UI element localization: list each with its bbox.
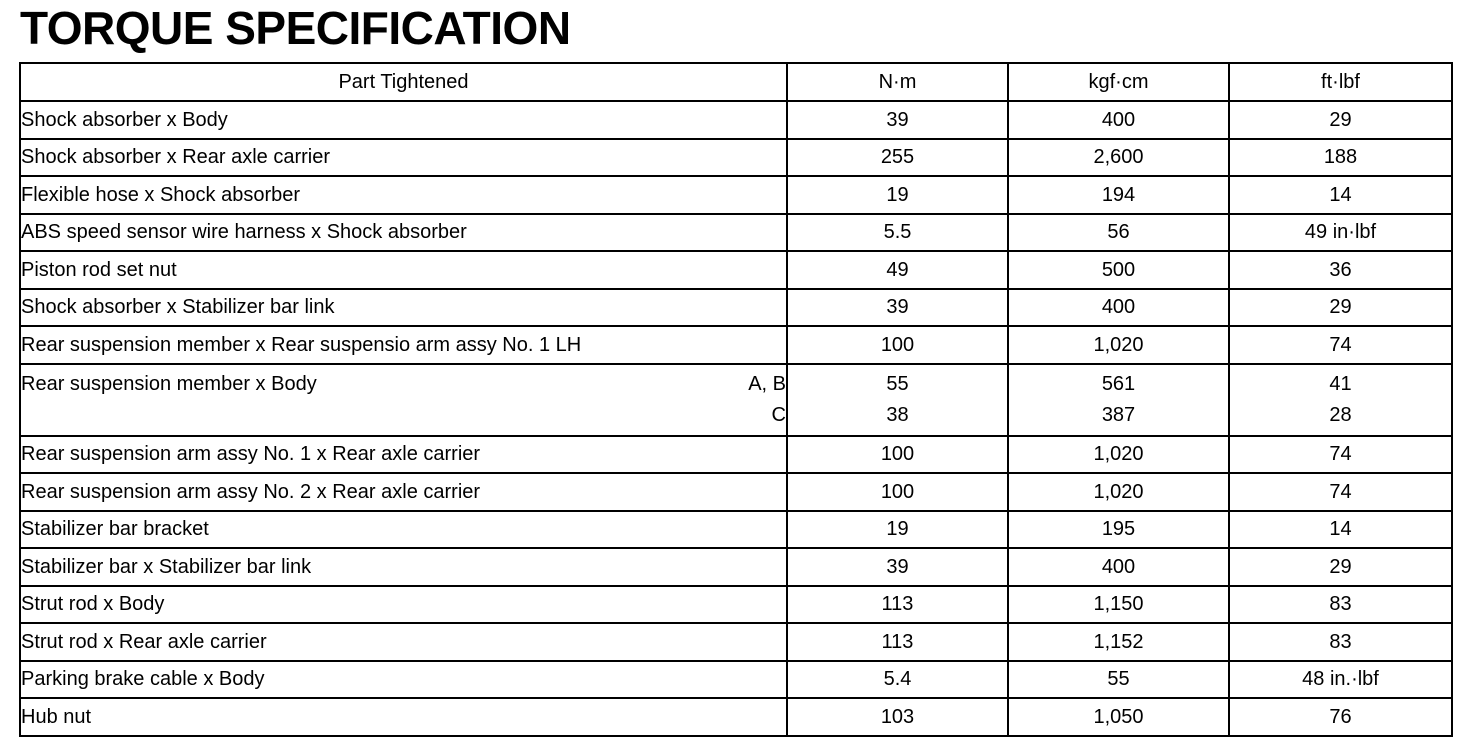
table-row <box>20 251 1452 289</box>
nm-cell: 100 <box>787 436 1008 474</box>
part-cell: Shock absorber x Stabilizer bar link <box>20 289 787 327</box>
kgf-cell <box>1008 364 1229 436</box>
part-cell: ABS speed sensor wire harness x Shock absorber <box>20 214 787 252</box>
header-kgf-cm: kgf·cm <box>1008 63 1229 101</box>
nm-cell: 103 <box>787 698 1008 736</box>
nm-cell: 39 <box>787 101 1008 139</box>
ft-value: 41 <box>1329 372 1352 395</box>
part-cell: Rear suspension arm assy No. 2 x Rear axle carrier <box>20 473 787 511</box>
part-cell: Strut rod x Body <box>20 586 787 624</box>
kgf-cell: 1,020 <box>1008 436 1229 474</box>
ft-cell: 14 <box>1229 511 1452 549</box>
kgf-cell: 56 <box>1008 214 1229 252</box>
part-cell: Strut rod x Rear axle carrier <box>20 623 787 661</box>
part-label: Rear suspension member x Body <box>21 372 317 395</box>
ft-cell: 29 <box>1229 289 1452 327</box>
part-cell: Flexible hose x Shock absorber <box>20 176 787 214</box>
sub-label: C <box>771 403 786 426</box>
nm-cell: 100 <box>787 326 1008 364</box>
ft-cell: 29 <box>1229 548 1452 586</box>
part-cell: Piston rod set nut <box>20 251 787 289</box>
kgf-cell: 400 <box>1008 289 1229 327</box>
part-cell <box>20 364 787 436</box>
ft-cell: 83 <box>1229 586 1452 624</box>
ft-cell <box>1229 364 1452 436</box>
table-row <box>20 661 1452 699</box>
kgf-cell: 400 <box>1008 101 1229 139</box>
kgf-cell: 1,020 <box>1008 326 1229 364</box>
table-row <box>20 623 1452 661</box>
table-row <box>20 289 1452 327</box>
ft-cell: 76 <box>1229 698 1452 736</box>
kgf-value: 561 <box>1101 372 1136 395</box>
kgf-cell: 1,150 <box>1008 586 1229 624</box>
header-part-tightened: Part Tightened <box>20 63 787 101</box>
part-cell: Parking brake cable x Body <box>20 661 787 699</box>
nm-cell: 19 <box>787 176 1008 214</box>
sub-label: A, B <box>748 372 786 395</box>
part-cell: Rear suspension member x Rear suspensio arm assy No. 1 LH <box>20 326 787 364</box>
kgf-cell: 500 <box>1008 251 1229 289</box>
ft-cell: 14 <box>1229 176 1452 214</box>
table-row <box>20 548 1452 586</box>
ft-cell: 36 <box>1229 251 1452 289</box>
kgf-cell: 194 <box>1008 176 1229 214</box>
nm-value: 38 <box>886 403 909 426</box>
ft-cell: 29 <box>1229 101 1452 139</box>
table-row-multi <box>20 364 1452 436</box>
kgf-cell: 1,020 <box>1008 473 1229 511</box>
nm-cell: 39 <box>787 548 1008 586</box>
table-row <box>20 511 1452 549</box>
part-cell: Stabilizer bar x Stabilizer bar link <box>20 548 787 586</box>
kgf-cell: 1,050 <box>1008 698 1229 736</box>
ft-cell: 48 in.·lbf <box>1229 661 1452 699</box>
table-header-row <box>20 63 1452 101</box>
nm-cell: 100 <box>787 473 1008 511</box>
part-cell: Stabilizer bar bracket <box>20 511 787 549</box>
ft-cell: 188 <box>1229 139 1452 177</box>
part-cell: Shock absorber x Rear axle carrier <box>20 139 787 177</box>
table-row <box>20 326 1452 364</box>
header-nm: N·m <box>787 63 1008 101</box>
table-row <box>20 698 1452 736</box>
nm-cell: 113 <box>787 586 1008 624</box>
table-row <box>20 214 1452 252</box>
table-row <box>20 176 1452 214</box>
header-ft-lbf: ft·lbf <box>1229 63 1452 101</box>
page-title: TORQUE SPECIFICATION <box>20 2 571 54</box>
torque-spec-table <box>19 62 1453 737</box>
nm-cell: 5.4 <box>787 661 1008 699</box>
part-cell: Hub nut <box>20 698 787 736</box>
table-row <box>20 473 1452 511</box>
kgf-cell: 2,600 <box>1008 139 1229 177</box>
nm-cell: 113 <box>787 623 1008 661</box>
nm-cell: 5.5 <box>787 214 1008 252</box>
table-row <box>20 139 1452 177</box>
nm-cell: 39 <box>787 289 1008 327</box>
kgf-value: 387 <box>1101 403 1136 426</box>
nm-cell: 19 <box>787 511 1008 549</box>
kgf-cell: 195 <box>1008 511 1229 549</box>
part-cell: Shock absorber x Body <box>20 101 787 139</box>
ft-cell: 49 in·lbf <box>1229 214 1452 252</box>
nm-value: 55 <box>886 372 909 395</box>
ft-cell: 83 <box>1229 623 1452 661</box>
ft-cell: 74 <box>1229 326 1452 364</box>
ft-value: 28 <box>1329 403 1352 426</box>
table-row <box>20 101 1452 139</box>
kgf-cell: 55 <box>1008 661 1229 699</box>
ft-cell: 74 <box>1229 436 1452 474</box>
nm-cell <box>787 364 1008 436</box>
ft-cell: 74 <box>1229 473 1452 511</box>
nm-cell: 255 <box>787 139 1008 177</box>
nm-cell: 49 <box>787 251 1008 289</box>
kgf-cell: 1,152 <box>1008 623 1229 661</box>
part-cell: Rear suspension arm assy No. 1 x Rear axle carrier <box>20 436 787 474</box>
table-row <box>20 436 1452 474</box>
sub-position-labels <box>748 369 786 431</box>
table-row <box>20 586 1452 624</box>
kgf-cell: 400 <box>1008 548 1229 586</box>
